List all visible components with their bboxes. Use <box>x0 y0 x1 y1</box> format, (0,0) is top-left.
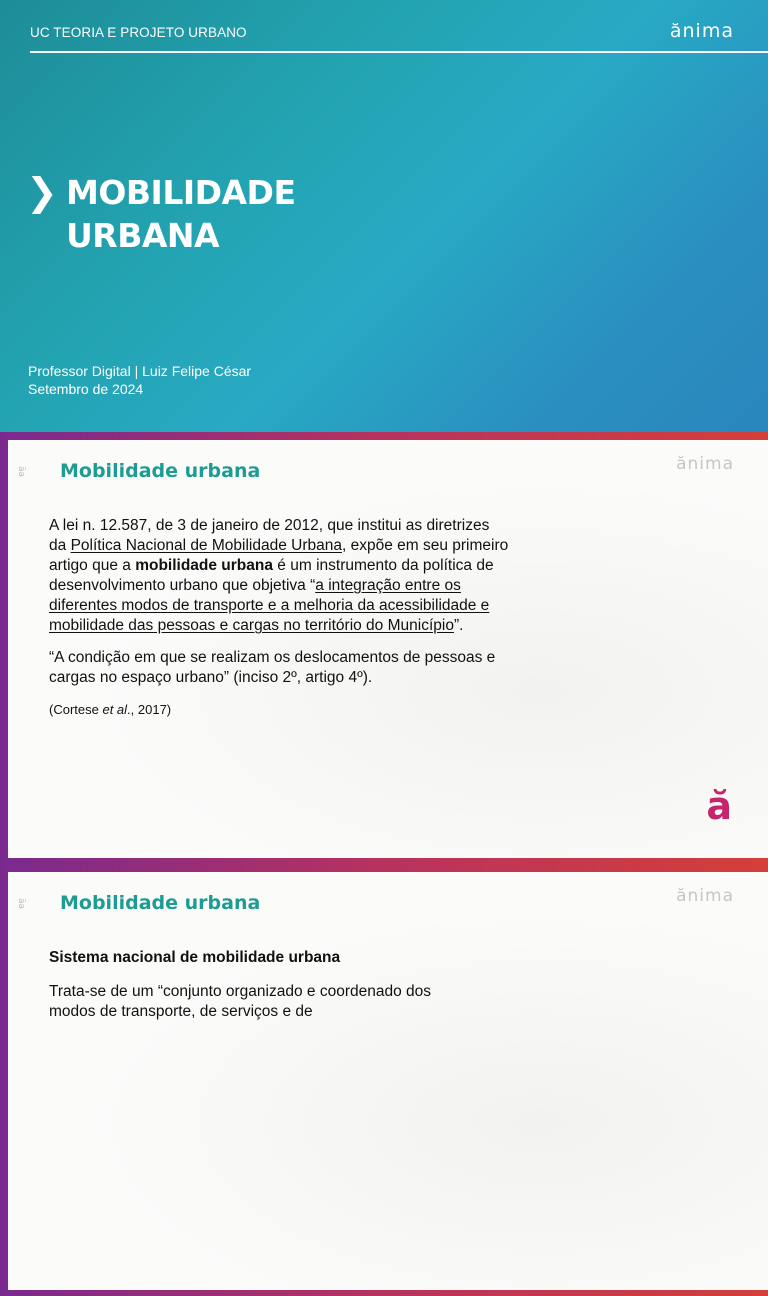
paragraph-condition: “A condição em que se realizam os deslocamentos de pessoas e cargas no espaço urbano” (inciso 2º, artigo 4º). <box>49 649 496 686</box>
slide-body <box>49 948 469 1022</box>
side-tag: ăa <box>16 466 26 478</box>
content-slide-1 <box>0 432 768 864</box>
cover-title-line2: URBANA <box>66 215 220 255</box>
law-quote: a integração entre os diferentes modos de transporte e a melhoria da acessibilidade e mobilidade das pessoas e cargas no território do Município <box>49 577 490 634</box>
anima-logo: ănima <box>676 454 734 474</box>
section-heading: Sistema nacional de mobilidade urbana <box>49 949 341 966</box>
chevron-right-icon: ❯ <box>26 170 58 214</box>
citation: (Cortese et al., 2017) <box>49 702 172 717</box>
slide-canvas <box>8 872 768 1290</box>
slide-title: Mobilidade urbana <box>60 892 261 914</box>
anima-logo: ănima <box>676 886 734 906</box>
slide-title: Mobilidade urbana <box>60 460 261 482</box>
policy-link[interactable]: Política Nacional de Mobilidade Urbana <box>70 537 342 554</box>
cover-title <box>66 172 296 258</box>
side-tag: ăa <box>16 898 26 910</box>
paragraph-law: A lei n. 12.587, de 3 de janeiro de 2012, que institui as diretrizes da Política Nacional de Mobilidade Urbana, expõe em seu primeiro artigo que a mobilidade urbana é um instrumento da política de desenvolvimento urbano que objetiva “a integração entre os diferentes modos de transporte e a melhoria da acessibilidade e mobilidade das pessoas e cargas no território do Município”. <box>49 517 509 634</box>
cover-title-line1: MOBILIDADE <box>66 173 296 212</box>
date-line: Setembro de 2024 <box>28 381 144 398</box>
anima-brand-icon: ă <box>706 784 732 828</box>
anima-logo: ănima <box>669 20 734 42</box>
cover-slide <box>0 0 768 432</box>
author-line: Professor Digital | Luiz Felipe César <box>28 363 252 379</box>
header-divider <box>30 51 768 53</box>
slide-body <box>49 516 509 732</box>
slide-canvas <box>8 440 768 858</box>
content-slide-2 <box>0 864 768 1296</box>
course-header: UC TEORIA E PROJETO URBANO <box>30 25 247 40</box>
cover-meta <box>28 362 251 398</box>
paragraph-system: Trata-se de um “conjunto organizado e coordenado dos modos de transporte, de serviços e de <box>49 983 431 1020</box>
